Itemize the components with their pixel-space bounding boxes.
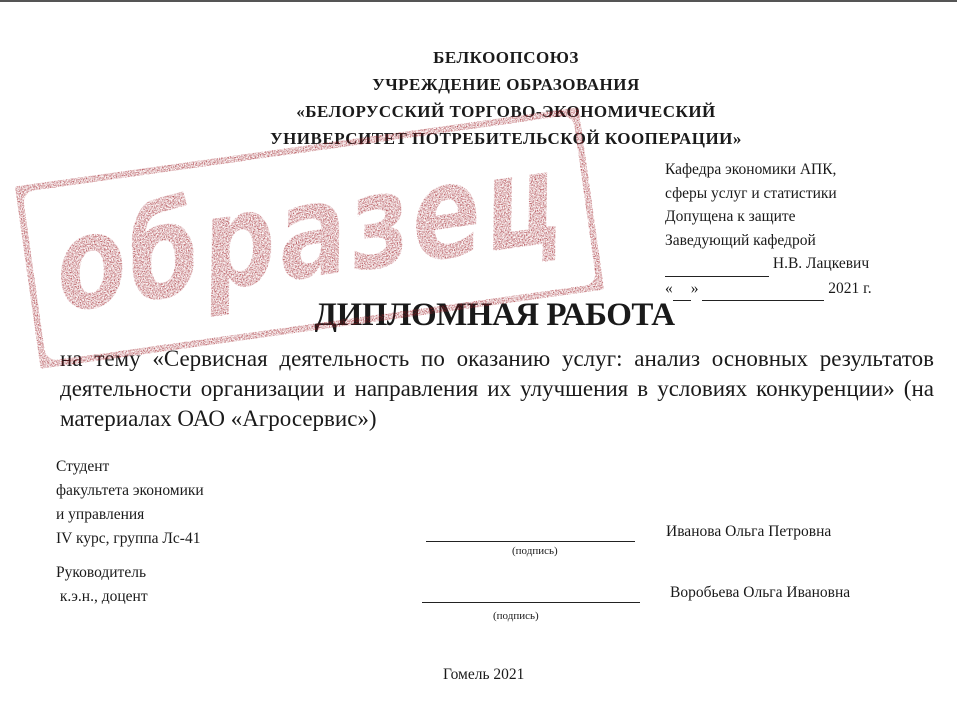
student-course-group: IV курс, группа Лс-41 bbox=[56, 530, 201, 547]
document-title: ДИПЛОМНАЯ РАБОТА bbox=[314, 297, 675, 333]
department-approval-block bbox=[665, 158, 872, 301]
header-line-3: «БЕЛОРУССКИЙ ТОРГОВО-ЭКОНОМИЧЕСКИЙ bbox=[296, 102, 716, 121]
header-line-4: УНИВЕРСИТЕТ ПОТРЕБИТЕЛЬСКОЙ КООПЕРАЦИИ» bbox=[270, 129, 742, 148]
head-title-line: Заведующий кафедрой bbox=[665, 231, 816, 249]
city-year-footer: Гомель 2021 bbox=[443, 666, 525, 683]
student-faculty-line-2: и управления bbox=[56, 506, 145, 523]
student-faculty-line: факультета экономики bbox=[56, 482, 204, 499]
supervisor-signature-caption: (подпись) bbox=[493, 610, 539, 622]
supervisor-name: Воробьева Ольга Ивановна bbox=[670, 584, 851, 601]
student-block bbox=[56, 455, 204, 551]
date-quote-close: » bbox=[690, 279, 699, 297]
date-year: 2021 г. bbox=[828, 279, 872, 297]
supervisor-degree: к.э.н., доцент bbox=[56, 588, 148, 605]
supervisor-label: Руководитель bbox=[56, 564, 147, 581]
head-signature-line bbox=[665, 252, 769, 277]
head-signature-row bbox=[665, 252, 872, 277]
department-line-1: Кафедра экономики АПК, bbox=[665, 161, 837, 178]
header-line-2: УЧРЕЖДЕНИЕ ОБРАЗОВАНИЯ bbox=[372, 75, 640, 94]
date-quote-open: « bbox=[665, 279, 673, 297]
top-border bbox=[0, 0, 957, 2]
header-line-1: БЕЛКООПСОЮЗ bbox=[433, 48, 579, 67]
department-line-2: сферы услуг и статистики bbox=[665, 184, 837, 202]
student-signature-line bbox=[426, 541, 635, 542]
head-name: Н.В. Лацкевич bbox=[772, 255, 870, 272]
student-label: Студент bbox=[56, 458, 110, 475]
approval-line: Допущена к защите bbox=[665, 208, 796, 225]
stamp-text: образец bbox=[45, 105, 614, 342]
student-name: Иванова Ольга Петровна bbox=[666, 523, 832, 540]
supervisor-signature-line bbox=[422, 602, 640, 603]
thesis-topic: на тему «Сервисная деятельность по оказанию услуг: анализ основных результатов деятельности организации и направления их улучшения в условиях конкуренции» (на материалах ОАО «Агросервис») bbox=[60, 346, 934, 431]
supervisor-block bbox=[56, 561, 148, 609]
student-signature-caption: (подпись) bbox=[512, 545, 558, 557]
